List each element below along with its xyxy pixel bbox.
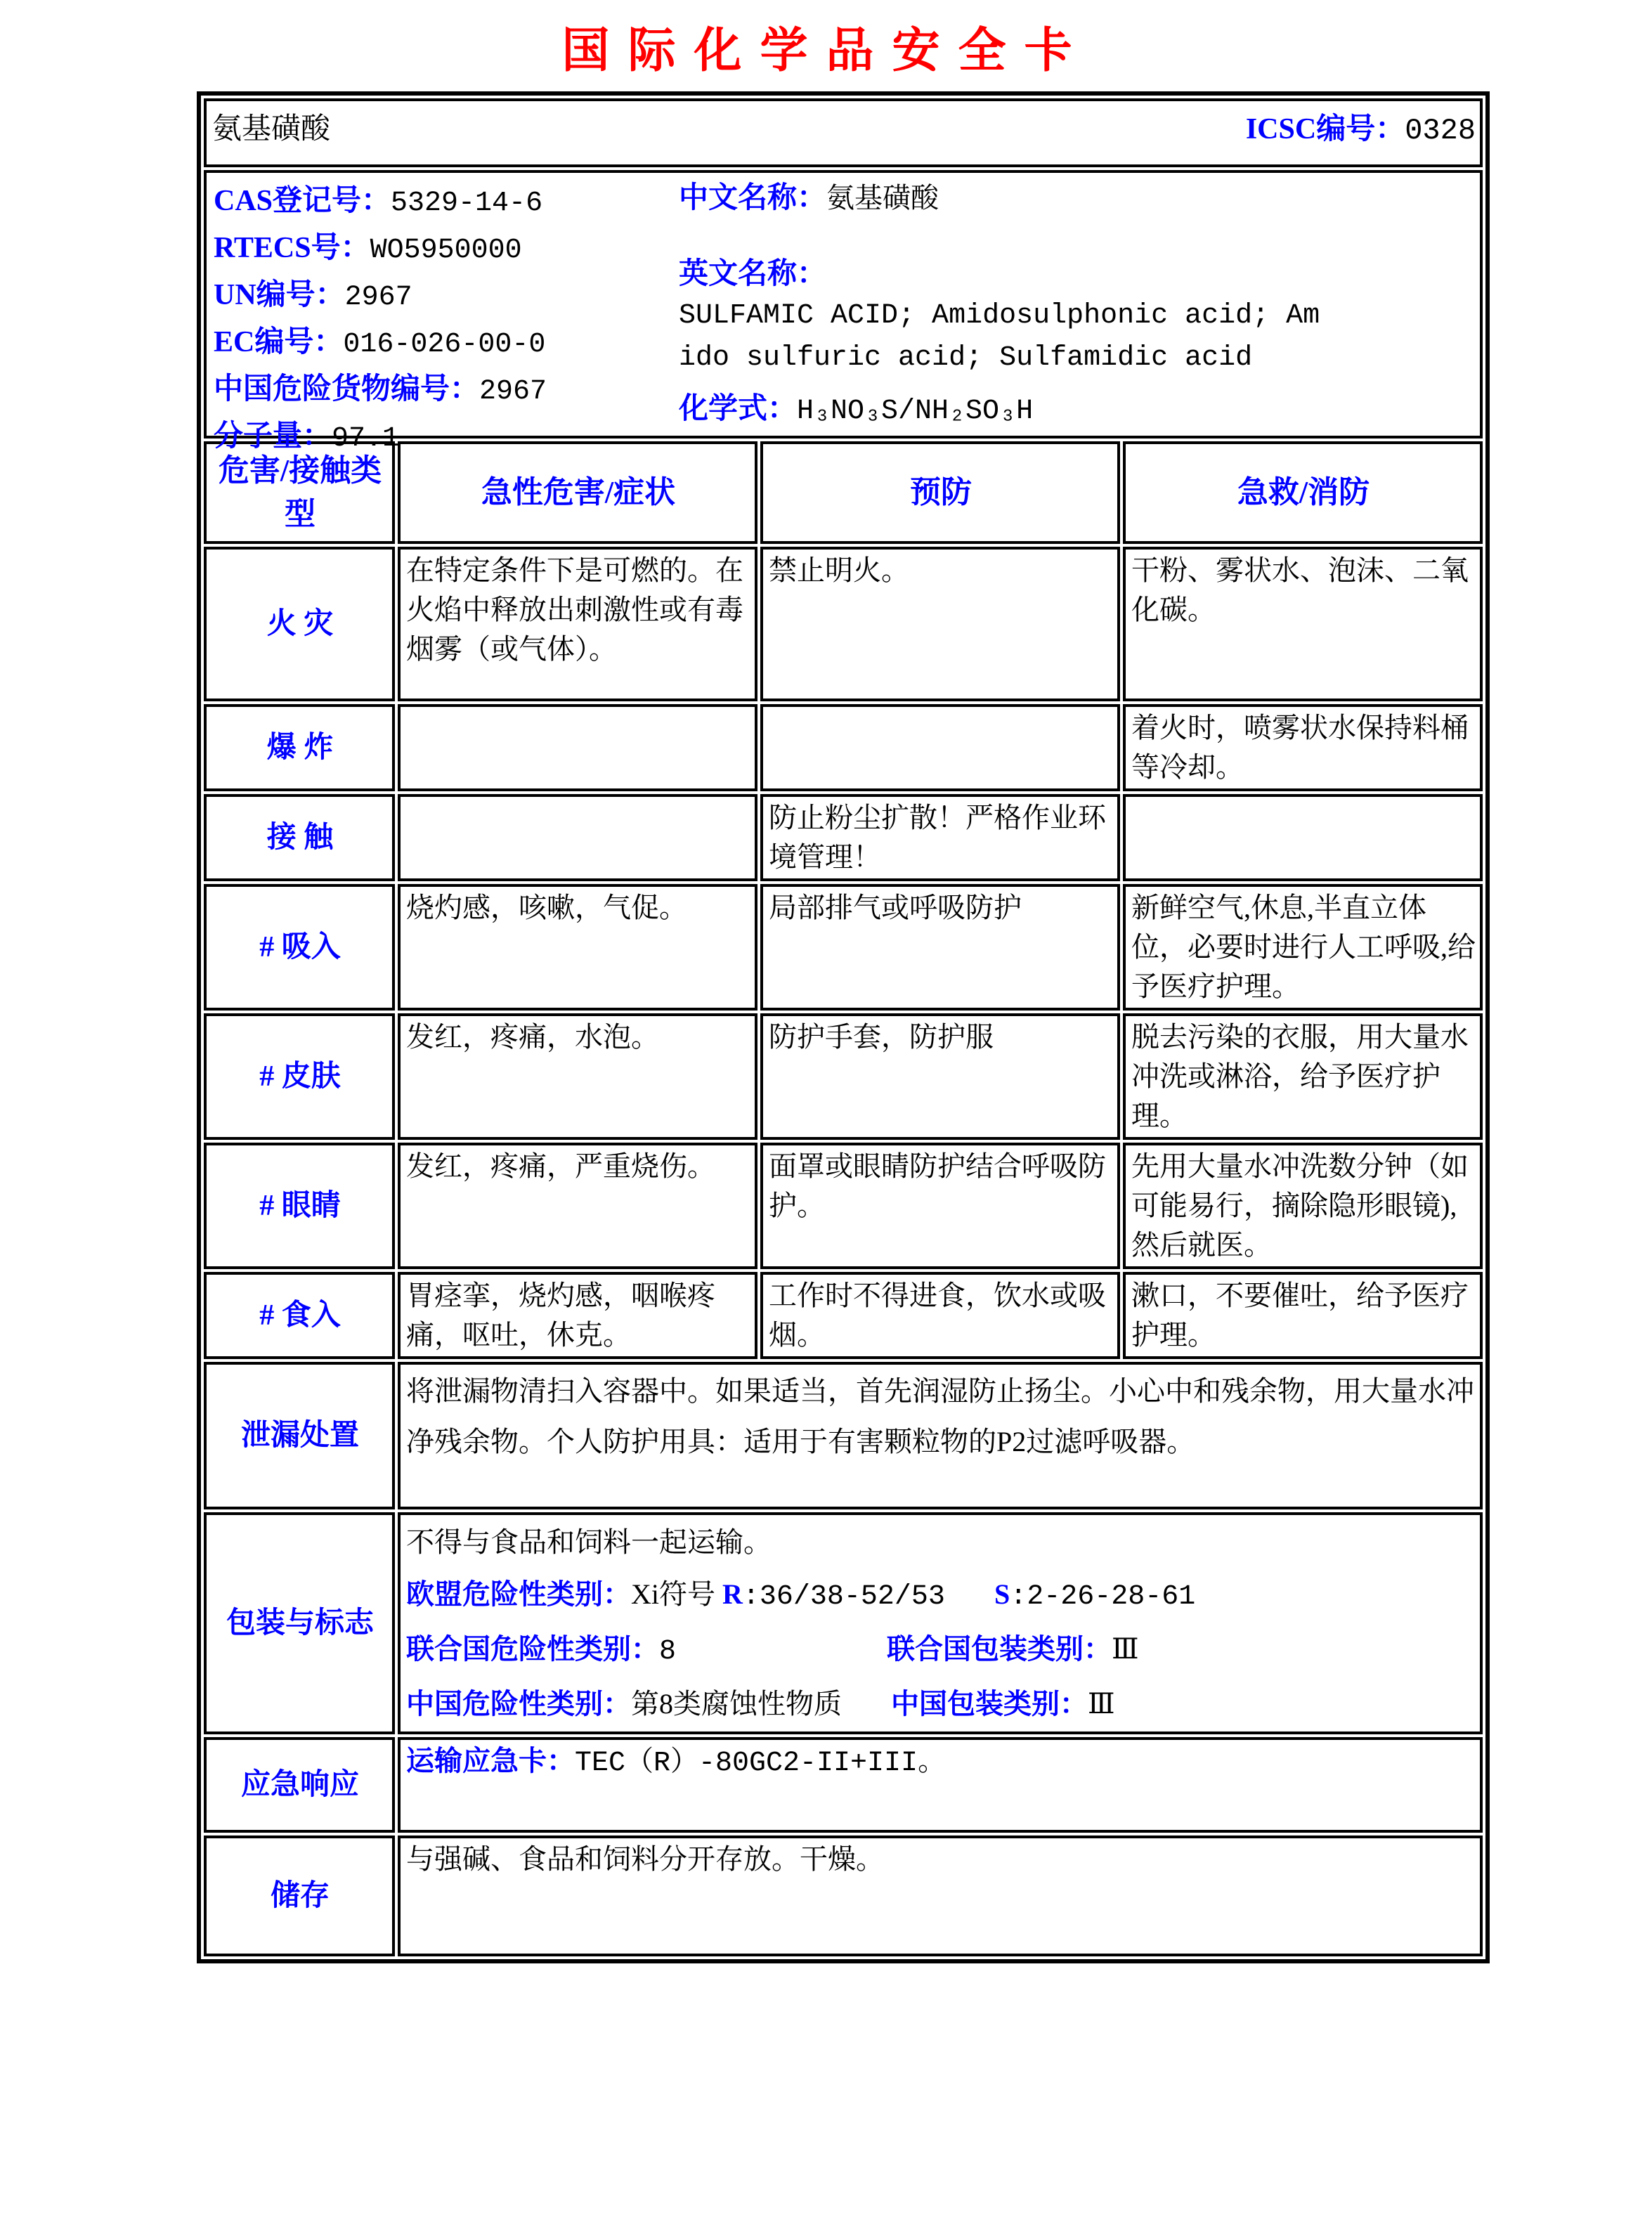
section-label-storage: 储存: [204, 1836, 395, 1956]
un-number-line: [214, 273, 670, 320]
packaging-transport-note: 不得与食品和饲料一起运输。: [406, 1526, 772, 1558]
inhalation-symptoms: 烧灼感，咳嗽，气促。: [398, 884, 757, 1011]
table-row: [204, 794, 1483, 881]
emergency-row: [204, 1737, 1483, 1833]
table-row: [204, 704, 1483, 791]
rtecs-number-line: [214, 226, 670, 273]
inhalation-response: 新鲜空气,休息,半直立体位，必要时进行人工呼吸,给予医疗护理。: [1123, 884, 1483, 1011]
terc-value: TEC（R）-80GC2-II+III。: [575, 1748, 947, 1779]
cn-pack-value: Ⅲ: [1088, 1688, 1115, 1720]
spill-text: 将泄漏物清扫入容器中。如果适当，首先润湿防止扬尘。小心中和残余物，用大量水冲净残余物。个人防护用具：适用于有害颗粒物的P2过滤呼吸器。: [398, 1362, 1483, 1509]
table-row: [204, 1143, 1483, 1269]
un-class-label: 联合国危险性类别：: [406, 1633, 659, 1665]
r-phrase-label: R: [722, 1578, 743, 1610]
ec-number-line: [214, 320, 670, 367]
terc-label: 运输应急卡：: [406, 1745, 575, 1776]
emergency-content: [398, 1737, 1483, 1833]
rtecs-number-value: WO5950000: [370, 235, 522, 266]
table-row: [204, 884, 1483, 1011]
section-label-spill: 泄漏处置: [204, 1362, 395, 1509]
chinese-name-value: 氨基磺酸: [826, 182, 939, 214]
section-label-emergency: 应急响应: [204, 1737, 395, 1833]
explosion-response: 着火时，喷雾状水保持料桶等冷却。: [1123, 704, 1483, 791]
table-row: [204, 547, 1483, 701]
contact-prevention: 防止粉尘扩散！严格作业环境管理！: [760, 794, 1120, 881]
molecular-weight-value: 97.1: [332, 423, 400, 455]
chinese-name-label: 中文名称：: [679, 182, 827, 214]
ingestion-symptoms: 胃痉挛，烧灼感，咽喉疼痛，呕吐，休克。: [398, 1272, 757, 1359]
china-dg-number-value: 2967: [479, 376, 547, 408]
hazard-label-inhalation: # 吸入: [204, 884, 395, 1011]
hazard-header-prevention: 预防: [760, 441, 1120, 544]
storage-content: 与强碱、食品和饲料分开存放。干燥。: [398, 1836, 1483, 1956]
molecular-weight-label: 分子量：: [214, 420, 332, 453]
title-cell: [204, 98, 1483, 167]
hazard-header-response: 急救/消防: [1123, 441, 1483, 544]
formula-label: 化学式：: [679, 393, 798, 425]
ingestion-response: 漱口，不要催吐，给予医疗护理。: [1123, 1272, 1483, 1359]
skin-prevention: 防护手套，防护服: [760, 1013, 1120, 1140]
icsc-number: 0328: [1405, 114, 1476, 148]
un-number-value: 2967: [344, 282, 412, 313]
title-row: [204, 98, 1483, 167]
packaging-content: [398, 1512, 1483, 1734]
english-name-line: [679, 253, 1466, 379]
icsc-card-table: [197, 91, 1490, 1963]
hazard-label-eyes: # 眼睛: [204, 1143, 395, 1269]
chinese-name-line: [679, 178, 939, 218]
substance-name: 氨基磺酸: [212, 113, 331, 145]
un-class-value: 8: [659, 1636, 677, 1668]
hazard-header-type: 危害/接触类型: [204, 441, 395, 544]
s-phrase-label: S: [994, 1578, 1010, 1610]
icsc-number-group: [1246, 110, 1476, 150]
eyes-prevention: 面罩或眼睛防护结合呼吸防护。: [760, 1143, 1120, 1269]
un-number-label: UN编号：: [214, 279, 345, 311]
cas-number-label: CAS登记号：: [214, 185, 391, 217]
eu-class-label: 欧盟危险性类别：: [406, 1578, 631, 1610]
packaging-cn-line: [406, 1678, 1476, 1730]
skin-symptoms: 发红，疼痛，水泡。: [398, 1013, 757, 1140]
identification-left-column: [214, 178, 670, 461]
english-name-label: 英文名称：: [679, 258, 827, 290]
explosion-prevention: [760, 704, 1120, 791]
un-pack-label: 联合国包装类别：: [887, 1633, 1112, 1665]
un-pack-value: Ⅲ: [1112, 1633, 1139, 1665]
china-dg-number-label: 中国危险货物编号：: [214, 373, 480, 405]
table-row: [204, 1272, 1483, 1359]
formula-value: H₃NO₃S/NH₂SO₃H: [797, 396, 1034, 427]
identification-row: [204, 170, 1483, 438]
explosion-symptoms: [398, 704, 757, 791]
hazard-label-contact: 接 触: [204, 794, 395, 881]
eyes-symptoms: 发红，疼痛，严重烧伤。: [398, 1143, 757, 1269]
cn-class-value: 第8类腐蚀性物质: [631, 1688, 842, 1720]
packaging-un-line: [406, 1623, 1476, 1678]
ec-number-value: 016-026-00-0: [343, 329, 546, 360]
r-phrase-value: :36/38-52/53: [742, 1581, 945, 1613]
fire-symptoms: 在特定条件下是可燃的。在火焰中释放出刺激性或有毒烟雾（或气体）。: [398, 547, 757, 701]
icsc-label: ICSC编号：: [1245, 113, 1405, 145]
cn-class-label: 中国危险性类别：: [406, 1688, 631, 1720]
molecular-weight-line: [214, 414, 670, 461]
ec-number-label: EC编号：: [214, 326, 344, 358]
fire-prevention: 禁止明火。: [760, 547, 1120, 701]
cas-number-line: [214, 178, 670, 226]
table-row: [204, 1013, 1483, 1140]
ingestion-prevention: 工作时不得进食，饮水或吸烟。: [760, 1272, 1120, 1359]
china-dg-number-line: [214, 367, 670, 414]
eyes-response: 先用大量水冲洗数分钟（如可能易行，摘除隐形眼镜),然后就医。: [1123, 1143, 1483, 1269]
eu-symbol: Xi符号: [631, 1578, 722, 1610]
contact-response: [1123, 794, 1483, 881]
cas-number-value: 5329-14-6: [391, 188, 543, 219]
fire-response: 干粉、雾状水、泡沫、二氧化碳。: [1123, 547, 1483, 701]
hazard-label-explosion: 爆 炸: [204, 704, 395, 791]
identification-cell: [204, 170, 1483, 455]
packaging-row: [204, 1512, 1483, 1734]
s-phrase-value: :2-26-28-61: [1010, 1581, 1196, 1613]
hazard-label-fire: 火 灾: [204, 547, 395, 701]
cn-pack-label: 中国包装类别：: [891, 1688, 1088, 1720]
contact-symptoms: [398, 794, 757, 881]
storage-row: [204, 1836, 1483, 1956]
spill-row: [204, 1362, 1483, 1509]
hazard-header-symptoms: 急性危害/症状: [398, 441, 757, 544]
packaging-eu-line: [406, 1568, 1476, 1623]
section-label-packaging: 包装与标志: [204, 1512, 395, 1734]
formula-line: [679, 389, 1033, 431]
page-title: 国际化学品安全卡: [561, 24, 1091, 77]
skin-response: 脱去污染的衣服，用大量水冲洗或淋浴，给予医疗护理。: [1123, 1013, 1483, 1140]
inhalation-prevention: 局部排气或呼吸防护: [760, 884, 1120, 1011]
hazard-label-ingestion: # 食入: [204, 1272, 395, 1359]
english-name-value: SULFAMIC ACID; Amidosulphonic acid; Amido sulfuric acid; Sulfamidic acid: [679, 300, 1320, 374]
hazard-label-skin: # 皮肤: [204, 1013, 395, 1140]
rtecs-number-label: RTECS号：: [214, 232, 370, 264]
